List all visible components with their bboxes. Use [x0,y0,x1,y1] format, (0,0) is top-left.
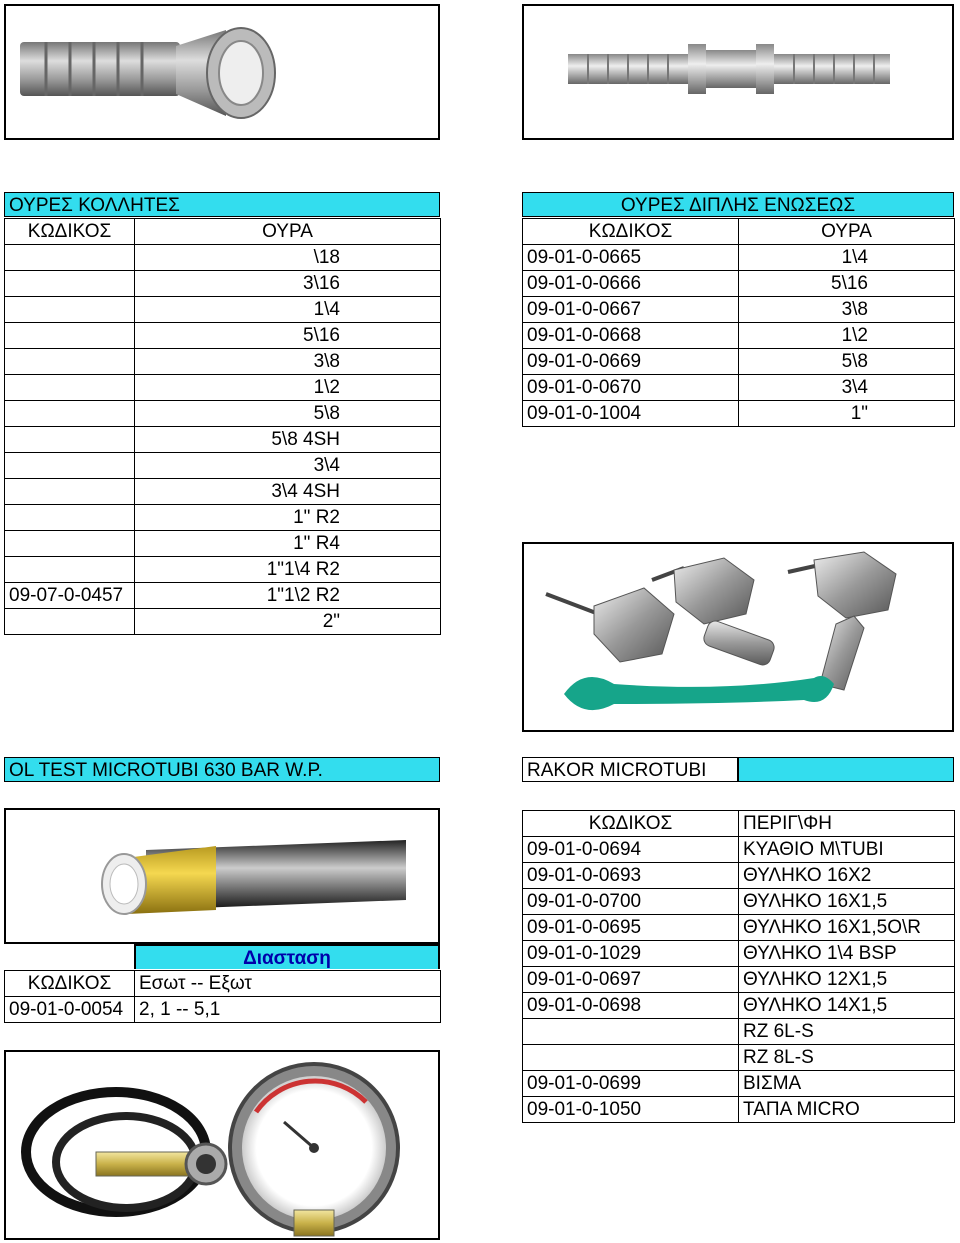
table-row: 1" R4 [5,531,441,557]
table-row: RZ 6L-S [523,1019,955,1045]
table-row: 09-01-0-0700 ΘΥΛΗΚΟ 16Χ1,5 [523,889,955,915]
table-row: 2" [5,609,441,635]
double-union-image [524,6,952,138]
table-row: 09-01-0-0667 3\8 [523,297,955,323]
table-row: 5\8 4SH [5,427,441,453]
rakor-parts-image [524,544,952,730]
col-header-tail: ΟΥΡΑ [739,219,955,245]
table-row: 09-01-0-0698 ΘΥΛΗΚΟ 14Χ1,5 [523,993,955,1019]
double-union-title: ΟΥΡΕΣ ΔΙΠΛΗΣ ΕΝΩΣΕΩΣ [522,192,954,217]
col-header-tail: ΟΥΡΑ [135,219,441,245]
table-row: 1\4 [5,297,441,323]
table-row: 5\16 [5,323,441,349]
col-header-code: ΚΩΔΙΚΟΣ [5,219,135,245]
table-row: 09-01-0-0693 ΘΥΛΗΚΟ 16Χ2 [523,863,955,889]
table-row: 09-01-0-0665 1\4 [523,245,955,271]
col-header-code: ΚΩΔΙΚΟΣ [5,971,135,997]
table-row: 09-01-0-0666 5\16 [523,271,955,297]
table-row: \18 [5,245,441,271]
test-gauge-image [6,1052,438,1238]
table-row: 09-01-0-0669 5\8 [523,349,955,375]
photo-rakor-parts [522,542,954,732]
table-row: 09-01-0-1050 ΤΑΠΑ MICRO [523,1097,955,1123]
table-row: 09-01-0-0699 ΒΙΣΜΑ [523,1071,955,1097]
welded-tails-table [4,218,441,635]
photo-test-gauge [4,1050,440,1240]
table-row: 09-01-0-0695 ΘΥΛΗΚΟ 16Χ1,5Ο\R [523,915,955,941]
table-row: RZ 8L-S [523,1045,955,1071]
table-row: 3\16 [5,271,441,297]
double-union-table [522,218,955,427]
col-header-description: ΠΕΡΙΓ\ΦΗ [739,811,955,837]
photo-welded-tail [4,4,440,140]
table-row: 09-01-0-0694 ΚΥΑΘΙΟ Μ\TUBI [523,837,955,863]
test-microtubi-table [4,970,441,1023]
rakor-title-bar [522,757,954,782]
table-row: 1" R2 [5,505,441,531]
table-row: 1"1\4 R2 [5,557,441,583]
table-row: 3\8 [5,349,441,375]
table-row: 09-01-0-0670 3\4 [523,375,955,401]
rakor-microtubi-title: RAKOR MICROTUBI [522,757,738,782]
col-header-dimension: Εσωτ -- Εξωτ [135,971,441,997]
table-row: 09-07-0-0457 1"1\2 R2 [5,583,441,609]
rakor-microtubi-table [522,810,955,1123]
test-microtubi-title: OL TEST MICROTUBI 630 BAR W.P. [4,757,440,782]
table-row: 3\4 4SH [5,479,441,505]
table-row: 09-01-0-0668 1\2 [523,323,955,349]
rakor-title-fill [738,757,954,782]
col-header-code: ΚΩΔΙΚΟΣ [523,811,739,837]
table-row: 5\8 [5,401,441,427]
photo-double-union-tail [522,4,954,140]
microtubi-hose-image [6,810,438,942]
welded-tail-image [6,6,438,138]
table-row: 1\2 [5,375,441,401]
table-row: 09-01-0-0054 2, 1 -- 5,1 [5,997,441,1023]
col-header-code: ΚΩΔΙΚΟΣ [523,219,739,245]
table-row: 09-01-0-1029 ΘΥΛΗΚΟ 1\4 BSP [523,941,955,967]
table-row: 09-01-0-1004 1" [523,401,955,427]
welded-tails-title: ΟΥΡΕΣ ΚΟΛΛΗΤΕΣ [4,192,440,217]
table-row: 3\4 [5,453,441,479]
photo-microtubi-hose [4,808,440,944]
dimension-header: Διασταση [134,944,440,969]
table-row: 09-01-0-0697 ΘΥΛΗΚΟ 12Χ1,5 [523,967,955,993]
